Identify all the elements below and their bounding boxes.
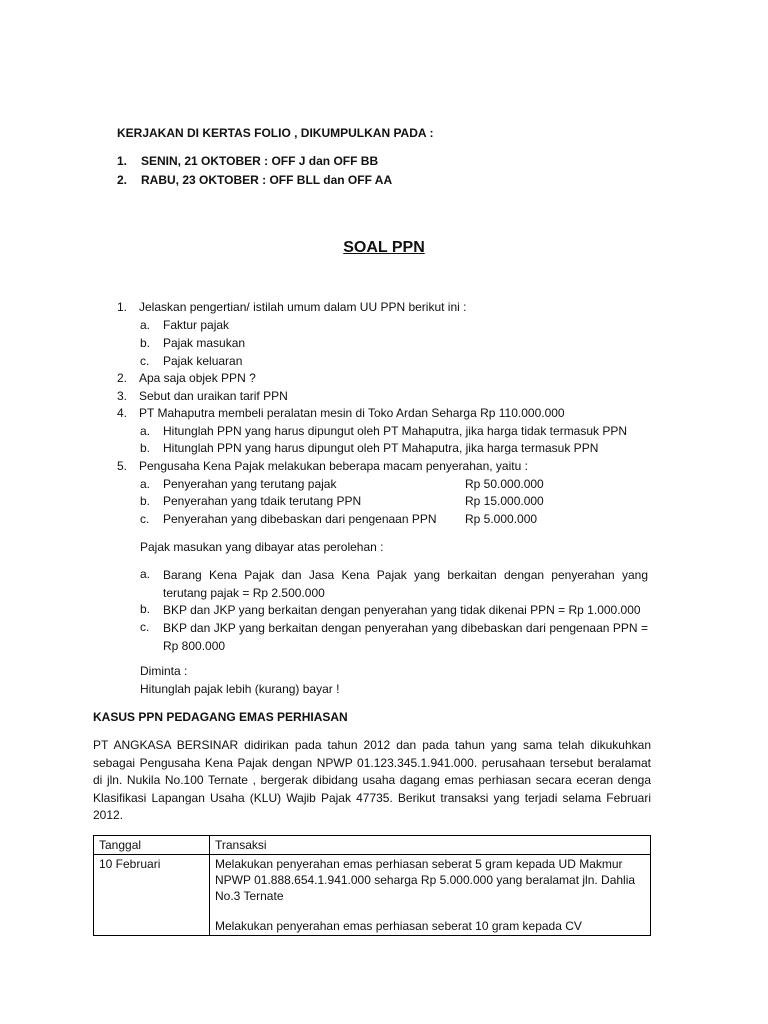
transaction-table: [93, 835, 651, 936]
column-header-date: Tanggal: [94, 836, 210, 855]
sub-text: BKP dan JKP yang berkaitan dengan penyerahan yang tidak dikenai PPN = Rp 1.000.000: [163, 603, 641, 617]
case-heading: KASUS PPN PEDAGANG EMAS PERHIASAN: [93, 710, 348, 724]
sub-text: Barang Kena Pajak dan Jasa Kena Pajak yang berkaitan dengan penyerahan yang terutang pajak = Rp 2.500.000: [163, 568, 648, 600]
schedule-item: [117, 154, 378, 168]
question-text: Pengusaha Kena Pajak melakukan beberapa macam penyerahan, yaitu :: [139, 459, 528, 473]
sub-text: Penyerahan yang terutang pajak: [163, 477, 337, 491]
table-header-row: [94, 836, 651, 855]
input-tax-item: [140, 602, 648, 620]
sub-text: Penyerahan yang dibebaskan dari pengenaan PPN: [163, 512, 437, 526]
question-text: Sebut dan uraikan tarif PPN: [139, 389, 288, 403]
question-number: 5.: [117, 459, 128, 473]
input-tax-item: [140, 567, 648, 602]
schedule-number: 2.: [117, 173, 128, 187]
sub-letter: c.: [140, 354, 150, 368]
cell-date: 10 Februari: [94, 855, 210, 936]
question-text: PT Mahaputra membeli peralatan mesin di Toko Ardan Seharga Rp 110.000.000: [139, 406, 565, 420]
sub-text: Faktur pajak: [163, 318, 230, 332]
question-number: 1.: [117, 300, 128, 314]
question-number: 3.: [117, 389, 128, 403]
input-tax-item: [140, 620, 648, 655]
sub-text: Hitunglah PPN yang harus dipungut oleh PT Mahaputra, jika harga tidak termasuk PPN: [163, 424, 628, 438]
sub-letter: b.: [140, 494, 151, 508]
sub-letter: a.: [140, 477, 151, 491]
case-paragraph: PT ANGKASA BERSINAR didirikan pada tahun 2012 dan pada tahun yang sama telah dikukuhkan sebagai Pengusaha Kena Pajak dengan NPWP 01.123.345.1.941.000. perusahaan tersebut beralamat di jln. Nukila No.100 Ternate , bergerak dibidang usaha dagang emas perhiasan secara eceran denga Klasifikasi Lapangan Usaha (KLU) Wajib Pajak 47735. Berikut transaksi yang terjadi selama Februari 2012.: [93, 738, 651, 822]
cell-transaction: [210, 855, 651, 936]
input-tax-intro: Pajak masukan yang dibayar atas perolehan :: [140, 540, 384, 554]
sub-text: Pajak keluaran: [163, 354, 243, 368]
question-number: 4.: [117, 406, 128, 420]
sub-text: Hitunglah PPN yang harus dipungut oleh PT Mahaputra, jika harga termasuk PPN: [163, 441, 599, 455]
question-text: Jelaskan pengertian/ istilah umum dalam UU PPN berikut ini :: [139, 300, 467, 314]
schedule-item: [117, 173, 392, 187]
sub-letter: b.: [140, 602, 151, 616]
sub-letter: c.: [140, 620, 150, 634]
schedule-text: SENIN, 21 OKTOBER : OFF J dan OFF BB: [141, 154, 379, 168]
sub-text: BKP dan JKP yang berkaitan dengan penyerahan yang dibebaskan dari pengenaan PPN = Rp 800.000: [163, 621, 648, 653]
spacer: [215, 904, 645, 918]
sub-letter: b.: [140, 441, 151, 455]
sub-amount: Rp 5.000.000: [465, 512, 538, 526]
sub-text: Penyerahan yang tdaik terutang PPN: [163, 494, 362, 508]
document-title: SOAL PPN: [343, 239, 425, 256]
sub-amount: Rp 50.000.000: [465, 477, 544, 491]
sub-letter: a.: [140, 424, 151, 438]
requested-text: Hitunglah pajak lebih (kurang) bayar !: [140, 682, 340, 696]
sub-letter: b.: [140, 336, 151, 350]
question-number: 2.: [117, 371, 128, 385]
sub-letter: c.: [140, 512, 150, 526]
schedule-number: 1.: [117, 154, 128, 168]
question-text: Apa saja objek PPN ?: [139, 371, 256, 385]
sub-amount: Rp 15.000.000: [465, 494, 544, 508]
schedule-text: RABU, 23 OKTOBER : OFF BLL dan OFF AA: [141, 173, 393, 187]
sub-letter: a.: [140, 318, 151, 332]
column-header-transaction: Transaksi: [210, 836, 651, 855]
instruction-text: KERJAKAN DI KERTAS FOLIO , DIKUMPULKAN PADA :: [117, 126, 434, 140]
requested-label: Diminta :: [140, 664, 188, 678]
sub-letter: a.: [140, 567, 151, 581]
transaction-entry: Melakukan penyerahan emas perhiasan seberat 10 gram kepada CV: [215, 919, 582, 933]
transaction-entry: Melakukan penyerahan emas perhiasan seberat 5 gram kepada UD Makmur NPWP 01.888.654.1.941.000 seharga Rp 5.000.000 yang beralamat jln. Dahlia No.3 Ternate: [215, 857, 636, 903]
table-row: [94, 855, 651, 936]
sub-text: Pajak masukan: [163, 336, 246, 350]
